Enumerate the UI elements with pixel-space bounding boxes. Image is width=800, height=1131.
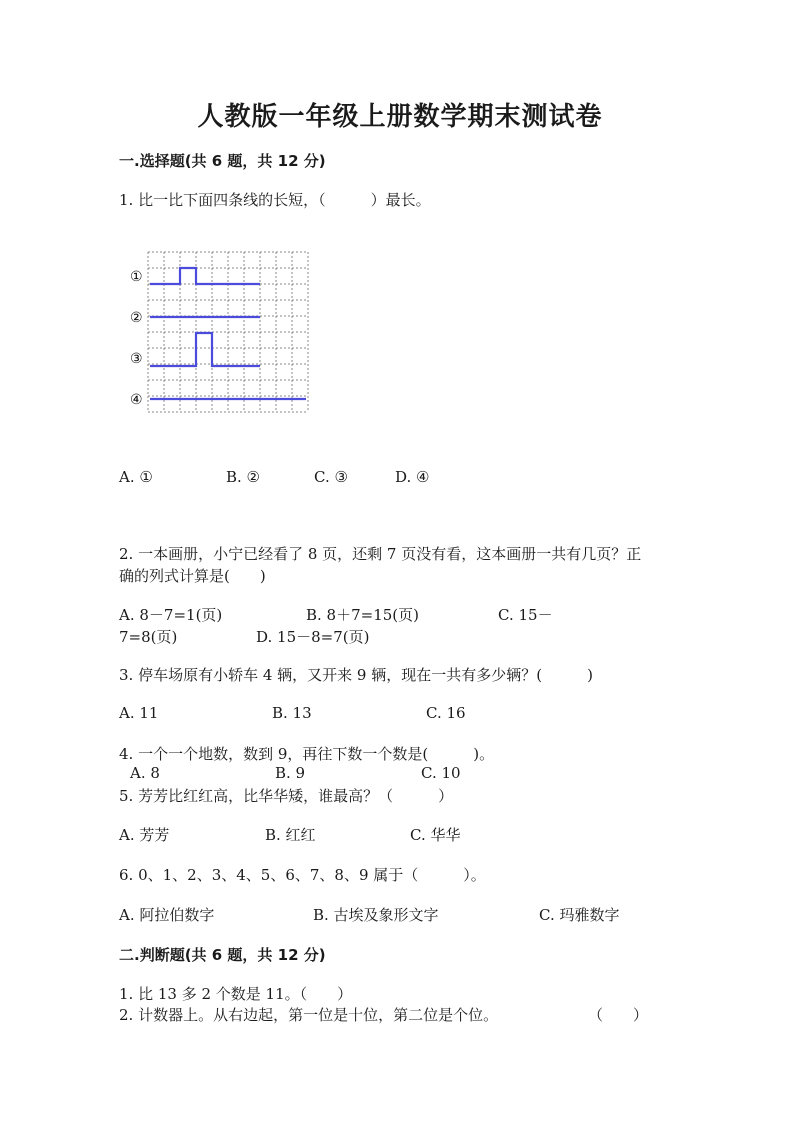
q1-line-figure	[126, 244, 316, 422]
q1-label-1: ①	[130, 269, 143, 285]
q2-option-d[interactable]: D. 15－8=7(页)	[256, 628, 370, 646]
q6-option-c[interactable]: C. 玛雅数字	[539, 906, 620, 924]
q1-label-4: ④	[130, 392, 143, 408]
q1-option-d[interactable]: D. ④	[395, 468, 430, 486]
q1-label-3: ③	[130, 351, 143, 367]
q4-text: 4. 一个一个地数，数到 9，再往下数一个数是( )。	[119, 745, 495, 763]
j1-text: 1. 比 13 多 2 个数是 11。（ ）	[119, 985, 353, 1003]
q1-label-2: ②	[130, 310, 143, 326]
j2-answer-blank[interactable]: （ ）	[588, 1006, 649, 1024]
q4-option-a[interactable]: A. 8	[130, 764, 160, 782]
q3-option-a[interactable]: A. 11	[119, 704, 159, 722]
section-1-heading: 一.选择题(共 6 题，共 12 分)	[119, 152, 326, 170]
section-2-heading: 二.判断题(共 6 题，共 12 分)	[119, 946, 326, 964]
q5-option-c[interactable]: C. 华华	[410, 826, 461, 844]
j2-text: 2. 计数器上。从右边起，第一位是十位，第二位是个位。	[119, 1006, 499, 1024]
q6-option-a[interactable]: A. 阿拉伯数字	[119, 906, 215, 924]
q4-option-b[interactable]: B. 9	[275, 764, 306, 782]
q5-option-a[interactable]: A. 芳芳	[119, 826, 170, 844]
q2-text-line-1: 2. 一本画册，小宁已经看了 8 页，还剩 7 页没有看，这本画册一共有几页？正	[119, 545, 642, 563]
q3-option-b[interactable]: B. 13	[272, 704, 312, 722]
q6-option-b[interactable]: B. 古埃及象形文字	[313, 906, 439, 924]
q5-text: 5. 芳芳比红红高，比华华矮，谁最高？（ ）	[119, 787, 454, 805]
q1-grid	[148, 252, 308, 412]
q5-option-b[interactable]: B. 红红	[265, 826, 316, 844]
q1-text: 1. 比一比下面四条线的长短，（ ）最长。	[119, 191, 431, 209]
q3-text: 3. 停车场原有小轿车 4 辆，又开来 9 辆，现在一共有多少辆？( )	[119, 666, 593, 684]
q2-option-b[interactable]: B. 8＋7=15(页)	[306, 606, 420, 624]
q2-option-c[interactable]: C. 15－	[498, 606, 553, 624]
page-title: 人教版一年级上册数学期末测试卷	[197, 102, 603, 132]
q2-text-line-2: 确的列式计算是( )	[119, 567, 266, 585]
q4-option-c[interactable]: C. 10	[421, 764, 461, 782]
q1-option-a[interactable]: A. ①	[119, 468, 153, 486]
q2-option-a[interactable]: A. 8－7=1(页)	[119, 606, 223, 624]
q1-option-c[interactable]: C. ③	[314, 468, 348, 486]
q6-text: 6. 0、1、2、3、4、5、6、7、8、9 属于（ ）。	[119, 866, 486, 884]
q3-option-c[interactable]: C. 16	[426, 704, 466, 722]
q1-option-b[interactable]: B. ②	[226, 468, 261, 486]
q2-option-c-cont: 7=8(页)	[119, 628, 178, 646]
